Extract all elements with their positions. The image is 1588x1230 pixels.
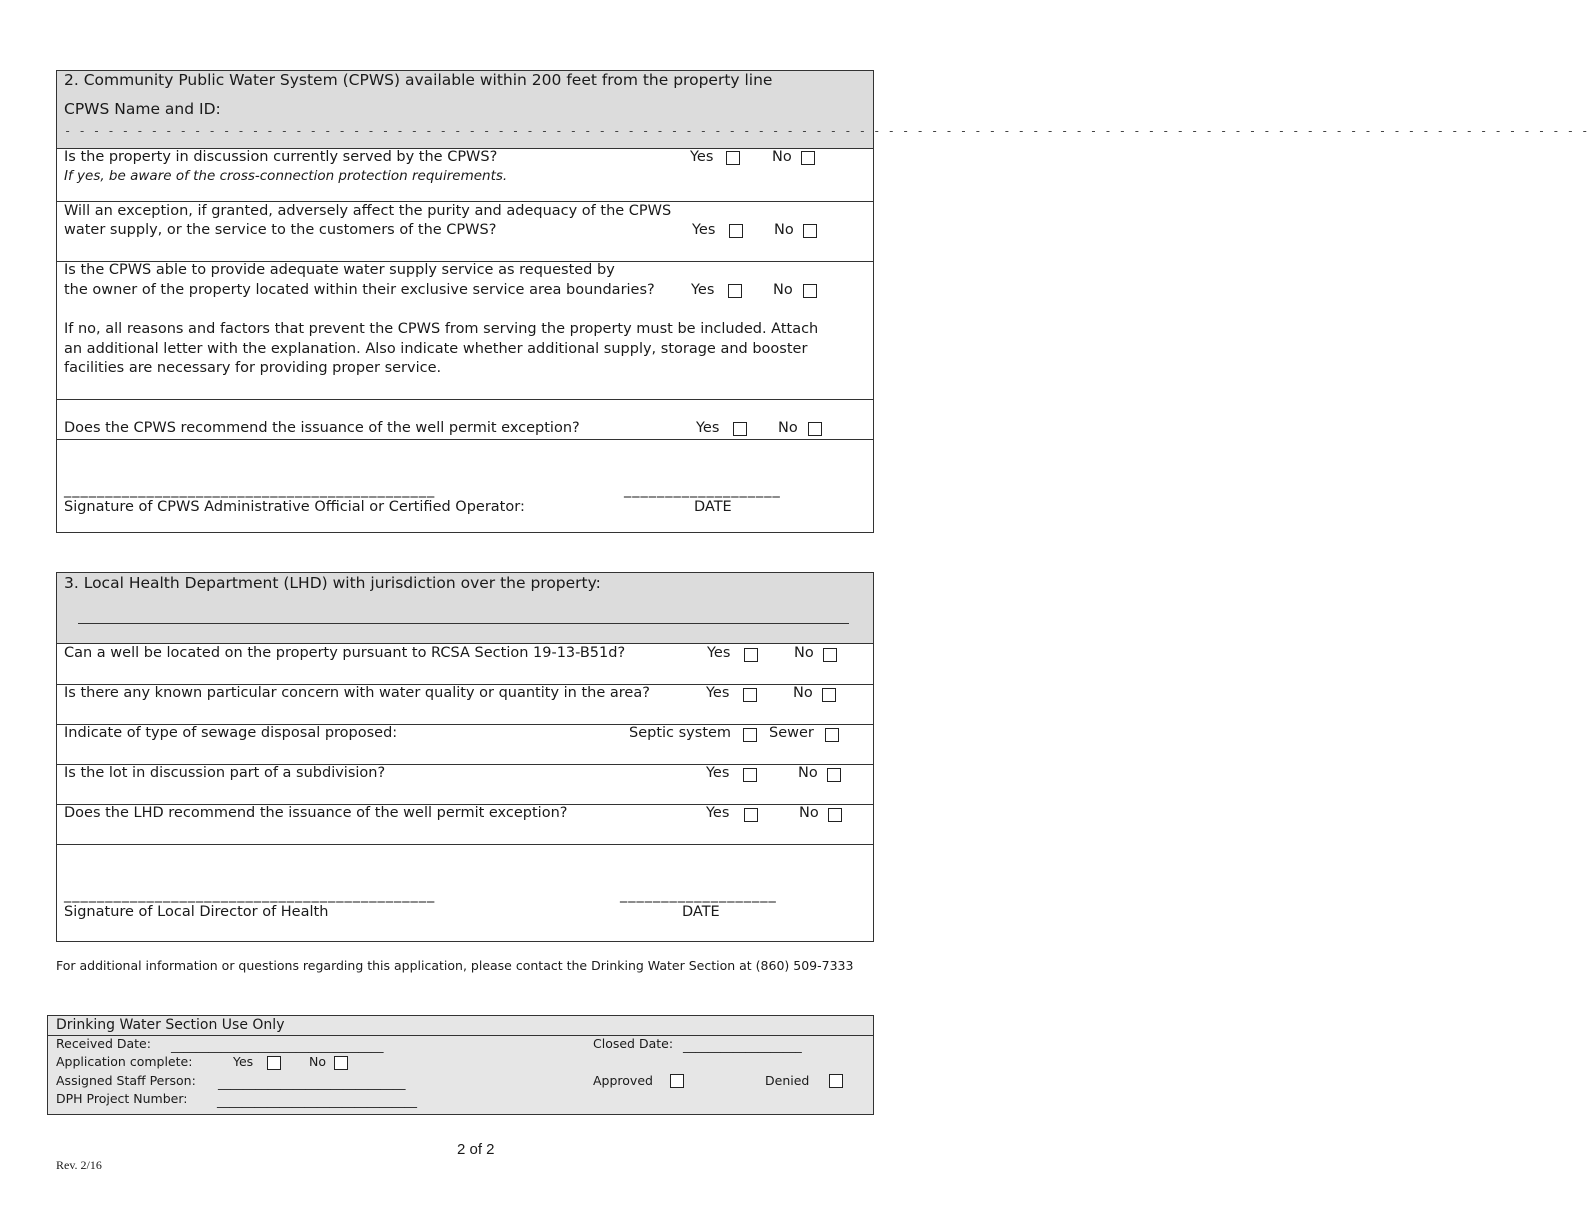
cpws-q3-note-line2: an additional letter with the explanation. Also indicate whether additional supply, storage and booster	[64, 341, 808, 357]
section3-title: 3. Local Health Department (LHD) with jurisdiction over the property:	[64, 574, 601, 592]
staff-field[interactable]: ______________________________	[218, 1075, 406, 1090]
cpws-q3-no-checkbox[interactable]	[803, 284, 817, 298]
yes-label: Yes	[690, 149, 714, 165]
cpws-q4: Does the CPWS recommend the issuance of the well permit exception?	[64, 420, 580, 436]
lhd-q5-yes-checkbox[interactable]	[744, 808, 758, 822]
lhd-date-label: DATE	[682, 904, 720, 920]
cpws-q1: Is the property in discussion currently served by the CPWS?	[64, 149, 498, 165]
sewer-label: Sewer	[769, 725, 814, 741]
cpws-q1-note: If yes, be aware of the cross-connection protection requirements.	[64, 168, 508, 184]
received-date-field[interactable]: __________________________________	[171, 1038, 384, 1053]
cpws-q3-yes-checkbox[interactable]	[728, 284, 742, 298]
approved-label: Approved	[593, 1073, 653, 1088]
closed-date-field[interactable]: ___________________	[683, 1038, 802, 1053]
no-label: No	[773, 282, 793, 298]
cpws-q2-no-checkbox[interactable]	[803, 224, 817, 238]
closed-date-label: Closed Date:	[593, 1036, 674, 1051]
cpws-q1-yes-checkbox[interactable]	[726, 151, 740, 165]
row-divider	[56, 439, 874, 440]
cpws-q2-line1: Will an exception, if granted, adversely affect the purity and adequacy of the CPWS	[64, 203, 672, 219]
section2-title: 2. Community Public Water System (CPWS) available within 200 feet from the property line	[64, 71, 773, 89]
lhd-q1: Can a well be located on the property pursuant to RCSA Section 19-13-B51d?	[64, 645, 626, 661]
no-label: No	[309, 1054, 326, 1069]
cpws-q2-line2: water supply, or the service to the customers of the CPWS?	[64, 222, 497, 238]
lhd-signature-label: Signature of Local Director of Health	[64, 904, 329, 920]
cpws-date-line[interactable]: ___________________	[624, 482, 781, 498]
yes-label: Yes	[696, 420, 720, 436]
lhd-q4-yes-checkbox[interactable]	[743, 768, 757, 782]
row-divider	[56, 399, 874, 400]
lhd-q1-no-checkbox[interactable]	[823, 648, 837, 662]
approved-checkbox[interactable]	[670, 1074, 684, 1088]
cpws-q3-line2: the owner of the property located within their exclusive service area boundaries?	[64, 282, 655, 298]
cpws-q4-yes-checkbox[interactable]	[733, 422, 747, 436]
staff-label: Assigned Staff Person:	[56, 1073, 196, 1088]
app-complete-label: Application complete:	[56, 1054, 193, 1069]
lhd-date-line[interactable]: ___________________	[620, 887, 777, 903]
lhd-q2-yes-checkbox[interactable]	[743, 688, 757, 702]
row-divider	[56, 643, 874, 644]
app-complete-no-checkbox[interactable]	[334, 1056, 348, 1070]
no-label: No	[793, 685, 813, 701]
lhd-q4: Is the lot in discussion part of a subdivision?	[64, 765, 386, 781]
no-label: No	[794, 645, 814, 661]
page-number: 2 of 2	[457, 1141, 495, 1158]
lhd-q2-no-checkbox[interactable]	[822, 688, 836, 702]
cpws-name-id-label: CPWS Name and ID:	[64, 100, 221, 118]
yes-label: Yes	[692, 222, 716, 238]
project-field[interactable]: ________________________________	[217, 1093, 417, 1108]
cpws-q3-note-line1: If no, all reasons and factors that prevent the CPWS from serving the property must be included. Attach	[64, 321, 819, 337]
no-label: No	[799, 805, 819, 821]
yes-label: Yes	[706, 765, 730, 781]
office-title: Drinking Water Section Use Only	[56, 1017, 285, 1033]
office-header-divider	[47, 1035, 874, 1036]
row-divider	[56, 201, 874, 202]
denied-label: Denied	[765, 1073, 810, 1088]
project-label: DPH Project Number:	[56, 1091, 188, 1106]
lhd-q1-yes-checkbox[interactable]	[744, 648, 758, 662]
app-complete-yes-checkbox[interactable]	[267, 1056, 281, 1070]
yes-label: Yes	[707, 645, 731, 661]
no-label: No	[774, 222, 794, 238]
cpws-date-label: DATE	[694, 499, 732, 515]
yes-label: Yes	[233, 1054, 254, 1069]
lhd-signature-line[interactable]: _____________________________________________	[64, 887, 436, 903]
no-label: No	[778, 420, 798, 436]
cpws-signature-line[interactable]: _____________________________________________	[64, 482, 436, 498]
lhd-q5-no-checkbox[interactable]	[828, 808, 842, 822]
cpws-q3-note-line3: facilities are necessary for providing proper service.	[64, 360, 442, 376]
lhd-name-field[interactable]	[78, 623, 849, 624]
lhd-q2: Is there any known particular concern with water quality or quantity in the area?	[64, 685, 650, 701]
cpws-q3-line1: Is the CPWS able to provide adequate water supply service as requested by	[64, 262, 615, 278]
yes-label: Yes	[691, 282, 715, 298]
denied-checkbox[interactable]	[829, 1074, 843, 1088]
yes-label: Yes	[706, 805, 730, 821]
sewer-checkbox[interactable]	[825, 728, 839, 742]
septic-checkbox[interactable]	[743, 728, 757, 742]
cpws-signature-label: Signature of CPWS Administrative Official or Certified Operator:	[64, 499, 525, 515]
yes-label: Yes	[706, 685, 730, 701]
revision: Rev. 2/16	[56, 1158, 102, 1172]
lhd-q3: Indicate of type of sewage disposal proposed:	[64, 725, 398, 741]
septic-label: Septic system	[629, 725, 732, 741]
cpws-q1-no-checkbox[interactable]	[801, 151, 815, 165]
cpws-name-id-field[interactable]: - - - - - - - - - - - - - - - - - - - - - - - - - - - - - - - - - - - - - - - - - - - - - - - - - - - - - - - - - - - - - - - - - - - - - - - - - - - - - - - - - - - - - - - - - - - - - - - - - - - - - - - - - -	[64, 124, 1588, 138]
no-label: No	[772, 149, 792, 165]
contact-info: For additional information or questions regarding this application, please contact the Drinking Water Section at (860) 509-7333	[56, 958, 854, 973]
row-divider	[56, 844, 874, 845]
lhd-q4-no-checkbox[interactable]	[827, 768, 841, 782]
no-label: No	[798, 765, 818, 781]
cpws-q2-yes-checkbox[interactable]	[729, 224, 743, 238]
lhd-q5: Does the LHD recommend the issuance of the well permit exception?	[64, 805, 568, 821]
cpws-q4-no-checkbox[interactable]	[808, 422, 822, 436]
received-date-label: Received Date:	[56, 1036, 151, 1051]
